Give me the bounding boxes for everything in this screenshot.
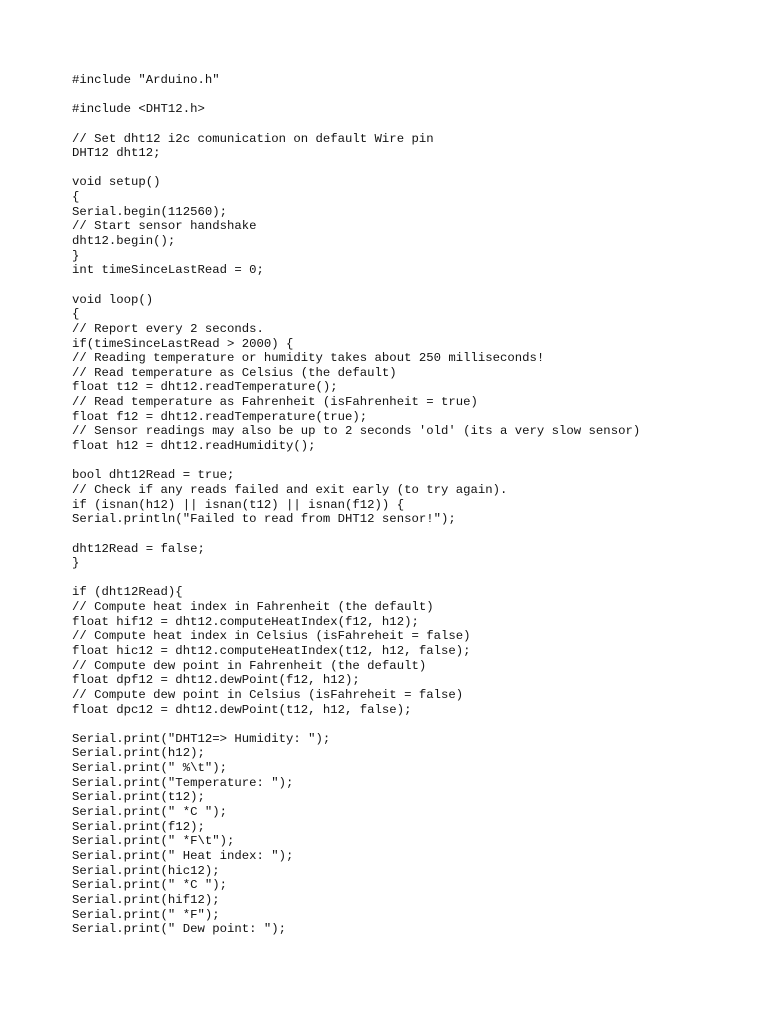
code-line: Serial.print(f12); <box>72 819 205 834</box>
code-comment-line: // Check if any reads failed and exit early (to try again). <box>72 482 508 497</box>
code-line: dht12.begin(); <box>72 234 176 249</box>
code-comment-line: // Compute dew point in Fahrenheit (the default) <box>72 658 427 673</box>
blank-line <box>72 278 752 293</box>
code-line: float f12 = dht12.readTemperature(true); <box>72 409 368 424</box>
code-comment-line: // Start sensor handshake <box>72 219 257 234</box>
code-line: Serial.print(" *F"); <box>72 907 220 922</box>
blank-line <box>72 571 752 586</box>
code-listing <box>72 73 752 937</box>
code-line: { <box>72 190 80 205</box>
code-comment-line: // Compute heat index in Celsius (isFahreheit = false) <box>72 629 471 644</box>
code-comment-line: // Read temperature as Celsius (the default) <box>72 365 397 380</box>
code-line: if (isnan(h12) || isnan(t12) || isnan(f12)) { <box>72 497 405 512</box>
code-comment-line: // Set dht12 i2c comunication on default Wire pin <box>72 131 434 146</box>
code-line: float dpc12 = dht12.dewPoint(t12, h12, false); <box>72 702 412 717</box>
blank-line <box>72 454 752 469</box>
blank-line <box>72 88 752 103</box>
code-line: int timeSinceLastRead = 0; <box>72 263 264 278</box>
code-line: } <box>72 248 80 263</box>
code-comment-line: // Compute heat index in Fahrenheit (the default) <box>72 600 434 615</box>
code-line: Serial.print(h12); <box>72 746 205 761</box>
code-line: #include "Arduino.h" <box>72 73 220 87</box>
code-comment-line: // Report every 2 seconds. <box>72 321 264 336</box>
code-line: Serial.begin(112560); <box>72 204 227 219</box>
code-line: dht12Read = false; <box>72 541 205 556</box>
code-comment-line: // Sensor readings may also be up to 2 seconds 'old' (its a very slow sensor) <box>72 424 641 439</box>
code-line: void loop() <box>72 292 154 307</box>
code-line: { <box>72 307 80 322</box>
code-line: #include <DHT12.h> <box>72 102 205 117</box>
code-line: float hif12 = dht12.computeHeatIndex(f12, h12); <box>72 614 419 629</box>
code-line: Serial.print("Temperature: "); <box>72 775 294 790</box>
blank-line <box>72 717 752 732</box>
code-line: Serial.print(hic12); <box>72 863 220 878</box>
code-comment-line: // Reading temperature or humidity takes about 250 milliseconds! <box>72 351 545 366</box>
code-line: Serial.print("DHT12=> Humidity: "); <box>72 731 331 746</box>
blank-line <box>72 117 752 132</box>
code-line: Serial.print(" Heat index: "); <box>72 848 294 863</box>
code-line: float dpf12 = dht12.dewPoint(f12, h12); <box>72 673 360 688</box>
code-comment-line: // Read temperature as Fahrenheit (isFahrenheit = true) <box>72 395 478 410</box>
code-line: } <box>72 556 80 571</box>
code-comment-line: // Compute dew point in Celsius (isFahreheit = false) <box>72 687 464 702</box>
code-line: bool dht12Read = true; <box>72 468 235 483</box>
code-line: Serial.println("Failed to read from DHT12 sensor!"); <box>72 512 456 527</box>
code-line: Serial.print(" *C "); <box>72 878 227 893</box>
code-line: float h12 = dht12.readHumidity(); <box>72 439 316 454</box>
code-line: DHT12 dht12; <box>72 146 161 161</box>
code-line: float hic12 = dht12.computeHeatIndex(t12, h12, false); <box>72 643 471 658</box>
code-line: Serial.print(" Dew point: "); <box>72 922 287 937</box>
code-line: if(timeSinceLastRead > 2000) { <box>72 336 294 351</box>
code-line: float t12 = dht12.readTemperature(); <box>72 380 338 395</box>
code-line: Serial.print(" *F\t"); <box>72 834 235 849</box>
blank-line <box>72 527 752 542</box>
code-line: Serial.print(" *C "); <box>72 805 227 820</box>
blank-line <box>72 161 752 176</box>
code-line: Serial.print(t12); <box>72 790 205 805</box>
code-line: if (dht12Read){ <box>72 585 183 600</box>
code-line: void setup() <box>72 175 161 190</box>
code-line: Serial.print(" %\t"); <box>72 761 227 776</box>
code-line: Serial.print(hif12); <box>72 892 220 907</box>
